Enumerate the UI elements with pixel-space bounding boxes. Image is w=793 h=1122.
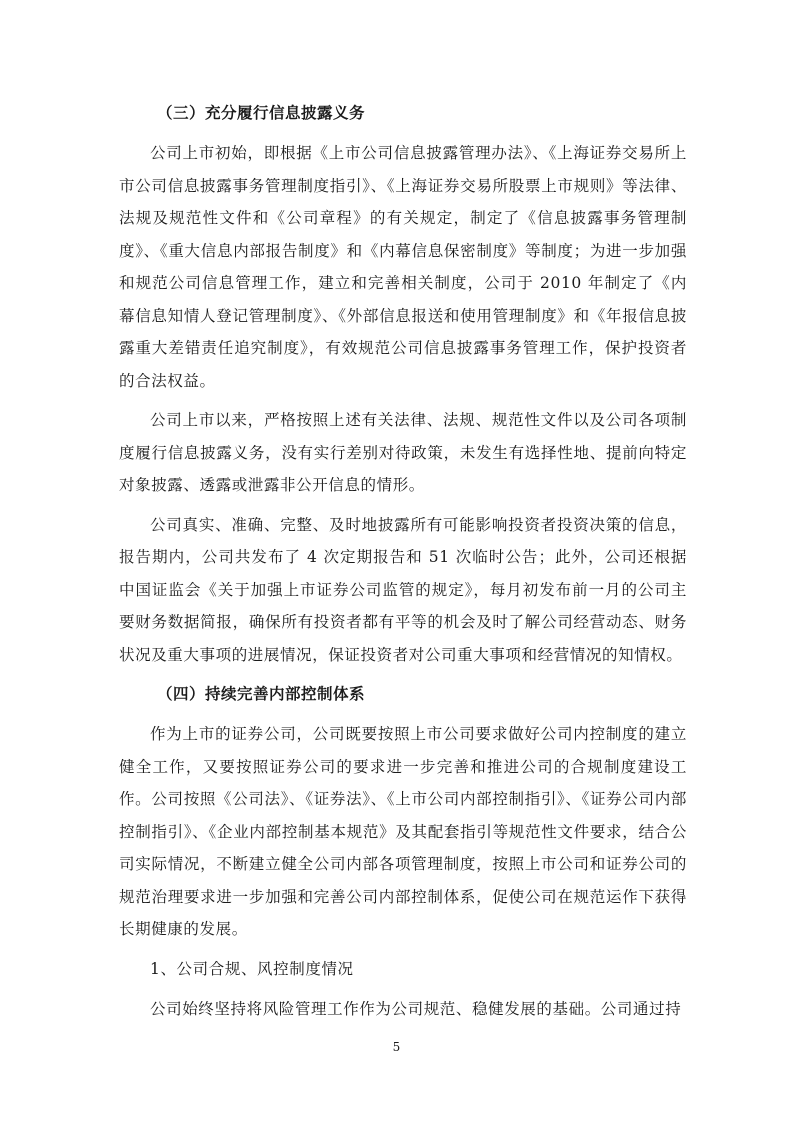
paragraph-internal-control: 作为上市的证券公司，公司既要按照上市公司要求做好公司内控制度的建立健全工作，又要按照证券公司的要求进一步完善和推进公司的合规制度建设工作。公司按照《公司法》、《证券法》、《上市公司内部控制指引》、《证券公司内部控制指引》、《企业内部控制基本规范》及其配套指引等规范性文件要求，结合公司实际情况，不断建立健全公司内部各项管理制度，按照上市公司和证券公司的规范治理要求进一步加强和完善公司内部控制体系，促使公司在规范运作下获得长期健康的发展。 [119,725,687,938]
page-number: 5 [392,1040,401,1054]
section-heading-disclosure: （三）充分履行信息披露义务 [157,104,366,122]
document-body [119,97,687,1032]
subheading-compliance-risk: 1、公司合规、风控制度情况 [150,959,354,978]
paragraph-disclosure-reports: 公司真实、准确、完整、及时地披露所有可能影响投资者投资决策的信息，报告期内，公司共发布了 4 次定期报告和 51 次临时公告；此外，公司还根据中国证监会《关于加强上市证券公司监管的规定》，每月初发布前一月的公司主要财务数据简报，确保所有投资者都有平等的机会及时了解公司经营动态、财务状况及重大事项的进展情况，保证投资者对公司重大事项和经营情况的知情权。 [119,515,687,664]
paragraph-disclosure-rules: 公司上市初始，即根据《上市公司信息披露管理办法》、《上海证券交易所上市公司信息披露事务管理制度指引》、《上海证券交易所股票上市规则》等法律、法规及规范性文件和《公司章程》的有关规定，制定了《信息披露事务管理制度》、《重大信息内部报告制度》和《内幕信息保密制度》等制度；为进一步加强和规范公司信息管理工作，建立和完善相关制度，公司于 2010 年制定了《内幕信息知情人登记管理制度》、《外部信息报送和使用管理制度》和《年报信息披露重大差错责任追究制度》，有效规范公司信息披露事务管理工作，保护投资者的合法权益。 [119,144,687,390]
paragraph-disclosure-compliance: 公司上市以来，严格按照上述有关法律、法规、规范性文件以及公司各项制度履行信息披露义务，没有实行差别对待政策，未发生有选择性地、提前向特定对象披露、透露或泄露非公开信息的情形。 [119,411,687,494]
section-heading-internal-control: （四）持续完善内部控制体系 [157,685,366,703]
paragraph-risk-management: 公司始终坚持将风险管理工作作为公司规范、稳健发展的基础。公司通过持 [150,999,682,1018]
